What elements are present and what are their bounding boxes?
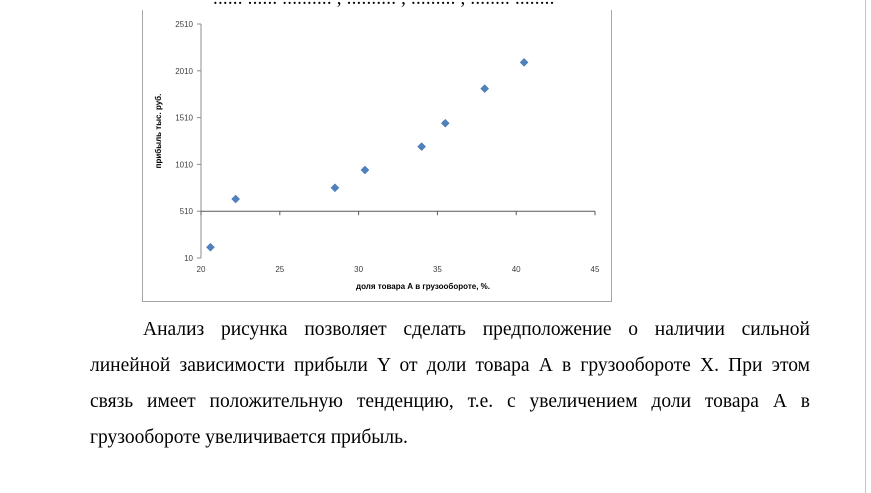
x-axis-title: доля товара А в грузообороте, %. (356, 282, 490, 291)
x-tick-label: 40 (511, 265, 521, 274)
y-tick-label: 510 (179, 207, 193, 217)
data-point-marker (481, 85, 489, 93)
data-point-marker (206, 243, 214, 251)
x-tick-label: 20 (196, 265, 206, 274)
data-point-marker (331, 184, 339, 192)
paragraph-line-2: линейной зависимости прибыли Y от доли товара А в грузообороте X. При этом (90, 355, 810, 376)
x-tick-label: 35 (432, 265, 442, 274)
y-tick-label: 1010 (175, 160, 193, 170)
paragraph-line-4: грузообороте увеличивается прибыль. (90, 427, 408, 448)
data-point-marker (441, 119, 449, 127)
x-tick-label: 45 (590, 265, 600, 274)
y-tick-label: 2010 (175, 66, 193, 76)
y-tick-label: 2510 (175, 20, 193, 29)
cut-off-text-line (0, 0, 871, 8)
y-axis-title: прибыль тыс. руб. (154, 93, 163, 169)
scatter-chart (142, 10, 612, 302)
analysis-paragraph (90, 312, 810, 456)
x-tick-label: 30 (354, 265, 364, 274)
y-tick-label: 1510 (175, 113, 193, 123)
paragraph-line-1: Анализ рисунка позволяет сделать предположение о наличии сильной (143, 319, 810, 340)
chart-canvas (143, 10, 613, 302)
data-point-marker (232, 195, 240, 203)
page-edge (865, 0, 866, 493)
y-tick-label: 10 (184, 254, 193, 263)
cut-off-text (213, 0, 555, 8)
x-tick-label: 25 (275, 265, 285, 274)
data-point-marker (418, 143, 426, 151)
data-point-marker (520, 58, 528, 66)
paragraph-line-3: связь имеет положительную тенденцию, т.е. с увеличением доли товара А в (90, 391, 810, 412)
data-point-marker (361, 166, 369, 174)
